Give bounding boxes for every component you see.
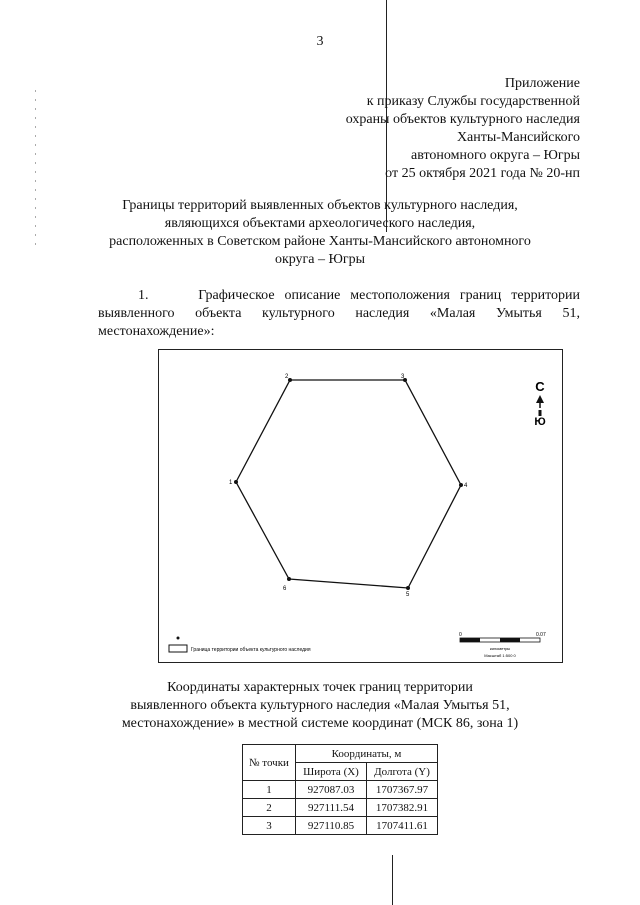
cell-y: 1707382.91	[367, 799, 438, 817]
title-line: расположенных в Советском районе Ханты-Мансийского автономного	[109, 234, 531, 249]
cell-x: 927111.54	[296, 799, 367, 817]
point-label-5: 5	[406, 592, 410, 598]
appendix-line: Ханты-Мансийского	[456, 130, 580, 145]
cell-y: 1707367.97	[367, 781, 438, 799]
title-line: являющихся объектами археологического наследия,	[164, 216, 476, 231]
point-label-6: 6	[283, 586, 287, 592]
boundary-points	[234, 378, 463, 590]
point-label-1: 1	[229, 480, 233, 486]
boundary-point	[288, 378, 292, 382]
header-coordinates: Координаты, м	[296, 745, 438, 763]
boundary-map	[158, 349, 563, 663]
point-label-3: 3	[401, 374, 405, 380]
caption-line: выявленного объекта культурного наследия «Малая Умытья 51,	[130, 698, 510, 713]
scale-ratio: Масштаб 1:500 0	[484, 653, 516, 658]
appendix-block	[346, 75, 580, 183]
table-header-row	[243, 745, 438, 763]
header-point-number: № точки	[243, 745, 296, 781]
appendix-line: Приложение	[504, 76, 580, 91]
header-lon: Долгота (Y)	[367, 763, 438, 781]
title-line: Границы территорий выявленных объектов культурного наследия,	[122, 198, 518, 213]
legend-point-icon	[177, 637, 180, 640]
table-row	[243, 781, 438, 799]
scale-units: километры	[489, 646, 511, 651]
cell-x: 927110.85	[296, 817, 367, 835]
scan-line-bottom	[392, 855, 393, 905]
appendix-line: к приказу Службы государственной	[366, 94, 580, 109]
coordinates-table	[242, 744, 438, 835]
section-1-text: 1. Графическое описание местоположения границ территории выявленного объекта культурного наследия «Малая Умытья 51, местонахождение»:	[98, 288, 580, 339]
south-label: Ю	[534, 416, 546, 428]
page-number: 3	[316, 34, 324, 49]
north-arrow-icon	[534, 379, 545, 428]
boundary-point	[287, 577, 291, 581]
boundary-point	[406, 586, 410, 590]
boundary-point	[459, 483, 463, 487]
north-label: С	[535, 379, 545, 394]
cell-point: 1	[243, 781, 296, 799]
cell-point: 2	[243, 799, 296, 817]
scale-end: 0.07	[536, 632, 546, 638]
boundary-point	[234, 480, 238, 484]
document-title	[60, 197, 580, 269]
header-lat: Широта (X)	[296, 763, 367, 781]
title-line: округа – Югры	[274, 252, 366, 267]
table-row	[243, 817, 438, 835]
table-row	[243, 799, 438, 817]
point-label-2: 2	[285, 374, 289, 380]
boundary-polygon	[236, 380, 461, 588]
cell-point: 3	[243, 817, 296, 835]
appendix-line: автономного округа – Югры	[411, 148, 580, 163]
map-drawing	[159, 350, 562, 662]
scan-specks	[35, 90, 36, 250]
point-label-4: 4	[464, 483, 468, 489]
coordinates-caption	[60, 679, 580, 733]
map-legend	[169, 637, 311, 654]
cell-x: 927087.03	[296, 781, 367, 799]
caption-line: Координаты характерных точек границ территории	[167, 680, 473, 695]
appendix-line: охраны объектов культурного наследия	[345, 112, 580, 127]
appendix-line: от 25 октября 2021 года № 20-нп	[385, 166, 580, 181]
scale-bar	[459, 632, 546, 658]
legend-text: Граница территории объекта культурного наследия	[191, 647, 311, 653]
legend-swatch	[169, 645, 187, 652]
cell-y: 1707411.61	[367, 817, 438, 835]
scale-start: 0	[459, 632, 462, 638]
caption-line: местонахождение» в местной системе координат (МСК 86, зона 1)	[121, 716, 519, 731]
